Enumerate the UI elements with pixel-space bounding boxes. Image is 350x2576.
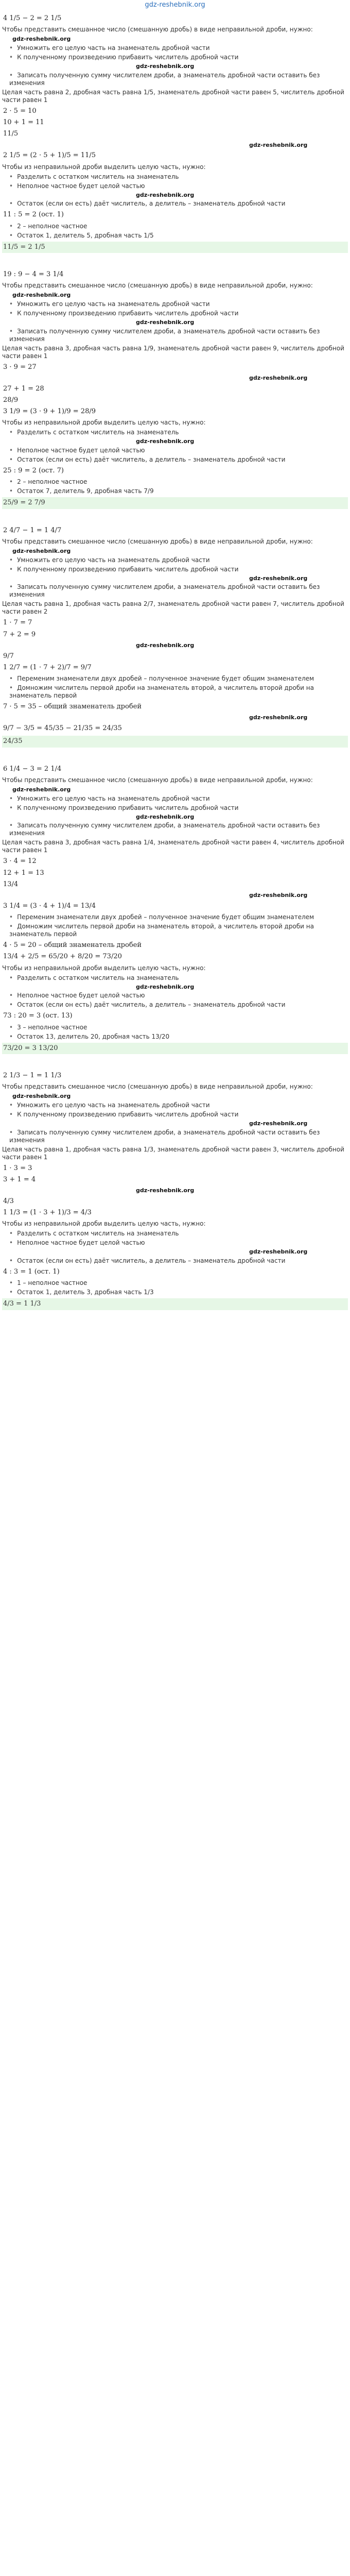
calc-line: 12 + 1 = 13	[3, 869, 44, 877]
whole-part-text: Целая часть равна 1, дробная часть равна 1/3, знаменатель дробной части равен 3, числитель дробной части равен 1	[2, 1145, 344, 1161]
extract-intro: Чтобы из неправильной дроби выделить целую часть, нужно:	[2, 163, 206, 171]
calc-line: 10 + 1 = 11	[3, 118, 44, 126]
extract-item: • Остаток (если он есть) даёт числитель, а делитель – знаменатель дробной части	[9, 456, 348, 464]
solution-section	[2, 14, 348, 260]
watermark: gdz-reshebnik.org	[12, 786, 71, 793]
calc-line: 28/9	[3, 396, 19, 404]
extract-item: • Переменим знаменатели двух дробей – полученное значение будет общим знаменателем	[9, 675, 348, 683]
step-item: • Записать полученную сумму числителем дроби, а знаменатель дробной части оставить без изменения	[9, 583, 348, 599]
section-heading: 19 : 9 − 4 = 3 1/4	[3, 270, 64, 278]
extract-item: • Домножим числитель первой дроби на знаменатель второй, а числитель второй дроби на знаменатель первой	[9, 923, 348, 938]
whole-part-text: Целая часть равна 2, дробная часть равна 1/5, знаменатель дробной части равен 5, числитель дробной части равен 1	[2, 88, 344, 104]
watermark: gdz-reshebnik.org	[12, 547, 71, 554]
solution-section	[2, 1072, 348, 1317]
site-header	[0, 1, 350, 9]
step-item: • К полученному произведению прибавить числитель дробной части	[9, 566, 348, 573]
step-item: • Умножить его целую часть на знаменатель дробной части	[9, 44, 348, 52]
section-heading: 4 1/5 − 2 = 2 1/5	[3, 14, 62, 22]
site-link[interactable]: gdz-reshebnik.org	[145, 1, 205, 9]
watermark: gdz-reshebnik.org	[249, 374, 308, 381]
answer-line: 73/20 = 3 13/20	[2, 1043, 348, 1054]
extract-item: • Разделить с остатком числитель на знаменатель	[9, 173, 348, 181]
extract-item: • Остаток (если он есть) даёт числитель, а делитель – знаменатель дробной части	[9, 1257, 348, 1265]
answer-line: 25/9 = 2 7/9	[2, 497, 348, 509]
extract-item: • Домножим числитель первой дроби на знаменатель второй, а числитель второй дроби на знаменатель первой	[9, 684, 348, 700]
answer-line: 11/5 = 2 1/5	[2, 242, 348, 253]
calc-line: 3 · 9 = 27	[3, 363, 37, 371]
intro-text: Чтобы представить смешанное число (смешанную дробь) в виде неправильной дроби, нужно:	[2, 26, 313, 33]
extract-item: • Разделить с остатком числитель на знаменатель	[9, 974, 348, 982]
quotient-line: 4 : 3 = 1 (ост. 1)	[3, 1268, 60, 1276]
step-item: • Записать полученную сумму числителем дроби, а знаменатель дробной части оставить без изменения	[9, 328, 348, 343]
intro-text: Чтобы представить смешанное число (смешанную дробь) в виде неправильной дроби, нужно:	[2, 1083, 313, 1090]
calc-line: 13/4 + 2/5 = 65/20 + 8/20 = 73/20	[3, 953, 122, 961]
calc-line: 1 1/3 = (1 · 3 + 1)/3 = 4/3	[3, 1209, 92, 1216]
extract-intro: Чтобы из неправильной дроби выделить целую часть, нужно:	[2, 1220, 206, 1228]
step-item: • Умножить его целую часть на знаменатель дробной части	[9, 556, 348, 564]
section-heading: 6 1/4 − 3 = 2 1/4	[3, 765, 62, 773]
calc-line: 2 · 5 = 10	[3, 107, 37, 115]
extract-item: • Остаток (если он есть) даёт числитель, а делитель – знаменатель дробной части	[9, 200, 348, 208]
calc-line: 7 · 5 = 35 – общий знаменатель дробей	[3, 703, 142, 710]
solution-section	[2, 527, 348, 755]
solution-section	[2, 765, 348, 1061]
calc-line: 4/3	[3, 1197, 14, 1205]
watermark: gdz-reshebnik.org	[136, 983, 195, 990]
step-item: • Умножить его целую часть на знаменатель дробной части	[9, 795, 348, 803]
quotient-line: 25 : 9 = 2 (ост. 7)	[3, 467, 64, 474]
calc-line: 3 1/9 = (3 · 9 + 1)/9 = 28/9	[3, 408, 96, 415]
calc-line: 9/7	[3, 652, 14, 660]
extract-item: • Неполное частное будет целой частью	[9, 1239, 348, 1247]
step-item: • К полученному произведению прибавить числитель дробной части	[9, 804, 348, 812]
watermark: gdz-reshebnik.org	[249, 892, 308, 899]
extract-item: • 3 – неполное частное	[9, 1024, 348, 1031]
extract-item: • 2 – неполное частное	[9, 223, 348, 230]
extract-item: • Остаток (если он есть) даёт числитель, а делитель – знаменатель дробной части	[9, 1001, 348, 1009]
step-item: • Умножить его целую часть на знаменатель дробной части	[9, 1101, 348, 1109]
calc-line: 3 + 1 = 4	[3, 1175, 36, 1183]
calc-line: 11/5	[3, 130, 19, 138]
extract-intro: Чтобы из неправильной дроби выделить целую часть, нужно:	[2, 419, 206, 427]
watermark: gdz-reshebnik.org	[136, 191, 195, 198]
watermark: gdz-reshebnik.org	[12, 1093, 71, 1099]
step-item: • К полученному произведению прибавить числитель дробной части	[9, 1111, 348, 1118]
answer-line: 4/3 = 1 1/3	[2, 1298, 348, 1310]
extract-item: • Переменим знаменатели двух дробей – полученное значение будет общим знаменателем	[9, 913, 348, 921]
step-item: • Записать полученную сумму числителем дроби, а знаменатель дробной части оставить без изменения	[9, 822, 348, 837]
answer-line: 24/35	[2, 736, 348, 747]
watermark: gdz-reshebnik.org	[249, 1248, 308, 1256]
watermark: gdz-reshebnik.org	[249, 141, 308, 148]
step-item: • Записать полученную сумму числителем дроби, а знаменатель дробной части оставить без изменения	[9, 1129, 348, 1144]
section-heading: 2 4/7 − 1 = 1 4/7	[3, 526, 62, 534]
whole-part-text: Целая часть равна 3, дробная часть равна 1/4, знаменатель дробной части равен 4, числитель дробной части равен 1	[2, 839, 344, 854]
extract-item: • Разделить с остатком числитель на знаменатель	[9, 1230, 348, 1238]
calc-line: 1 2/7 = (1 · 7 + 2)/7 = 9/7	[3, 663, 92, 671]
watermark: gdz-reshebnik.org	[136, 641, 195, 649]
watermark: gdz-reshebnik.org	[136, 813, 195, 820]
extract-intro: Чтобы из неправильной дроби выделить целую часть, нужно:	[2, 964, 206, 972]
extract-item: • 1 – неполное частное	[9, 1279, 348, 1287]
step-item: • Умножить его целую часть на знаменатель дробной части	[9, 300, 348, 308]
calc-line: 1 · 3 = 3	[3, 1164, 32, 1172]
calc-line: 1 · 7 = 7	[3, 619, 32, 627]
calc-line: 27 + 1 = 28	[3, 384, 44, 393]
calc-line: 7 + 2 = 9	[3, 630, 36, 638]
quotient-line: 11 : 5 = 2 (ост. 1)	[3, 211, 64, 219]
whole-part-text: Целая часть равна 3, дробная часть равна 1/9, знаменатель дробной части равен 9, числитель дробной части равен 1	[2, 344, 344, 360]
watermark: gdz-reshebnik.org	[136, 318, 195, 326]
extract-item: • Остаток 7, делитель 9, дробная часть 7/9	[9, 487, 348, 495]
calc-line: 2 1/5 = (2 · 5 + 1)/5 = 11/5	[3, 151, 96, 160]
watermark: gdz-reshebnik.org	[249, 574, 308, 582]
calc-line: 4 · 5 = 20 – общий знаменатель дробей	[3, 941, 142, 949]
step-item: • К полученному произведению прибавить числитель дробной части	[9, 54, 348, 61]
intro-text: Чтобы представить смешанное число (смешанную дробь) в виде неправильной дроби, нужно:	[2, 776, 313, 784]
watermark: gdz-reshebnik.org	[136, 1187, 195, 1194]
section-heading: 2 1/3 − 1 = 1 1/3	[3, 1071, 62, 1079]
extract-item: • Неполное частное будет целой частью	[9, 447, 348, 454]
extract-item: • Остаток 1, делитель 3, дробная часть 1/3	[9, 1289, 348, 1296]
watermark: gdz-reshebnik.org	[136, 63, 195, 70]
watermark: gdz-reshebnik.org	[249, 1120, 308, 1127]
calc-line: 3 1/4 = (3 · 4 + 1)/4 = 13/4	[3, 902, 96, 910]
intro-text: Чтобы представить смешанное число (смешанную дробь) в виде неправильной дроби, нужно:	[2, 537, 313, 545]
quotient-line: 73 : 20 = 3 (ост. 13)	[3, 1012, 73, 1020]
calc-line: 13/4	[3, 880, 19, 888]
extract-item: • Неполное частное будет целой частью	[9, 182, 348, 190]
extract-item: • 2 – неполное частное	[9, 478, 348, 486]
extract-item: • Разделить с остатком числитель на знаменатель	[9, 429, 348, 436]
extract-item: • Остаток 13, делитель 20, дробная часть 13/20	[9, 1033, 348, 1041]
extract-item: • Неполное частное будет целой частью	[9, 992, 348, 999]
watermark: gdz-reshebnik.org	[12, 36, 71, 43]
calc-line: 3 · 4 = 12	[3, 857, 37, 866]
intro-text: Чтобы представить смешанное число (смешанную дробь) в виде неправильной дроби, нужно:	[2, 282, 313, 289]
watermark: gdz-reshebnik.org	[249, 714, 308, 721]
extract-item: • Остаток 1, делитель 5, дробная часть 1/5	[9, 232, 348, 240]
solution-section	[2, 270, 348, 516]
step-item: • К полученному произведению прибавить числитель дробной части	[9, 310, 348, 317]
watermark: gdz-reshebnik.org	[136, 438, 195, 445]
calc-line: 9/7 − 3/5 = 45/35 − 21/35 = 24/35	[3, 724, 122, 732]
whole-part-text: Целая часть равна 1, дробная часть равна 2/7, знаменатель дробной части равен 7, числитель дробной части равен 2	[2, 600, 344, 616]
watermark: gdz-reshebnik.org	[12, 292, 71, 298]
step-item: • Записать полученную сумму числителем дроби, а знаменатель дробной части оставить без изменения	[9, 72, 348, 87]
solution-body	[2, 11, 348, 1317]
